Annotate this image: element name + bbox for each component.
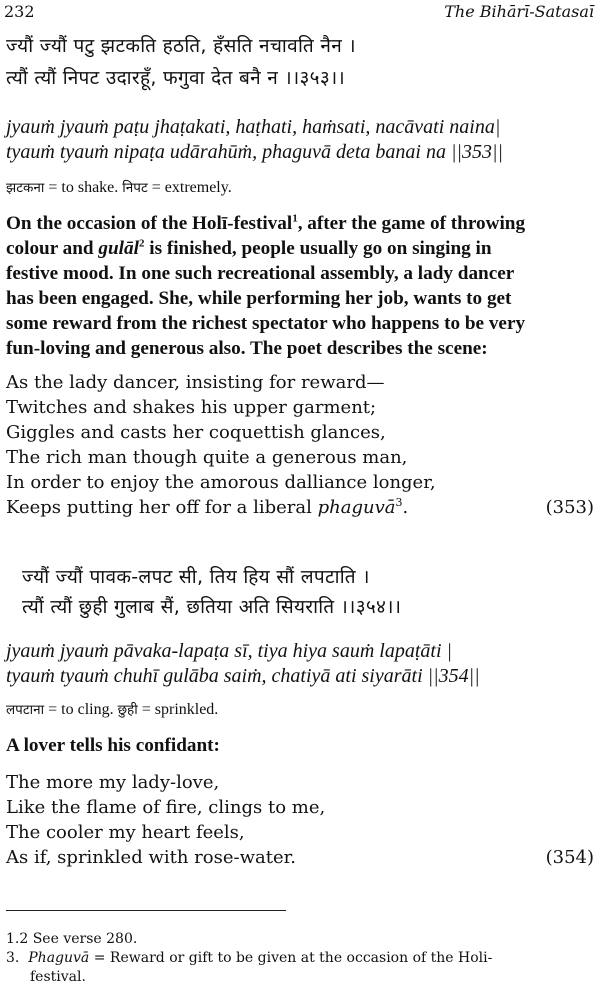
devanagari-verse-line: ज्यौं ज्यौं पावक-लपट सी, तिय हिय सौं लपटाति । (22, 566, 370, 588)
translation-text: Keeps putting her off for a liberal (6, 497, 318, 518)
footnote-term: Phaguvā (28, 950, 90, 966)
translation-line: The rich man though quite a generous man, (6, 447, 408, 468)
footnote-ref: 1 (292, 212, 298, 225)
prose-text: is finished, people usually go on singing in (144, 238, 492, 259)
page-number: 232 (4, 2, 35, 21)
context-line: A lover tells his confidant: (6, 735, 220, 756)
prose-line: fun-loving and generous also. The poet describes the scene: (6, 338, 488, 359)
transliteration-line: tyauṁ tyauṁ chuhī gulāba saiṁ, chatiyā ati siyarāti ||354|| (6, 665, 480, 687)
gloss-word: लपटाना (6, 702, 45, 718)
footnote-ref: 3 (395, 496, 403, 509)
translation-line: Twitches and shakes his upper garment; (6, 397, 377, 418)
translation-line (6, 845, 596, 870)
translation-text: As if, sprinkled with rose-water. (6, 847, 296, 868)
prose-term: gulāl (98, 238, 139, 259)
gloss-meaning: = to shake. (44, 179, 123, 196)
prose-text: On the occasion of the Holī-festival (6, 213, 293, 234)
translation-term: phaguvā (317, 497, 396, 518)
translation-text: . (402, 497, 409, 518)
footnote-divider (6, 910, 286, 911)
prose-line: some reward from the richest spectator who happens to be very (6, 313, 526, 334)
footnotes (6, 930, 596, 987)
footnote (6, 949, 596, 968)
transliteration-line: tyauṁ tyauṁ nipaṭa udārahūṁ, phaguvā deta banai na ||353|| (6, 141, 503, 163)
prose-text: , after the game of throwing (297, 213, 526, 234)
devanagari-verse-line: ज्यौं ज्यौं पटु झटकति हठति, हँसति नचावति नैन । (6, 35, 356, 57)
gloss-word: झटकना (6, 180, 45, 196)
transliteration-line: jyauṁ jyauṁ pāvaka-lapaṭa sī, tiya hiya sauṁ lapaṭāti | (6, 640, 452, 662)
context-paragraph (6, 211, 596, 361)
devanagari-verse-line: त्यौं त्यौं छुही गुलाब सैं, छतिया अति सियराति ।।३५४।। (22, 596, 402, 618)
translation-line: The cooler my heart feels, (6, 822, 245, 843)
book-title: The Bihārī-Satasaī (444, 2, 594, 21)
word-gloss (6, 178, 232, 197)
english-translation (6, 370, 596, 520)
gloss-meaning: = extremely. (147, 179, 232, 196)
gloss-meaning: = to cling. (44, 701, 118, 718)
verse-number: (354) (545, 847, 594, 868)
footnote-number: 3. (6, 950, 20, 966)
transliteration-line: jyauṁ jyauṁ paṭu jhaṭakati, haṭhati, haṁsati, nacāvati naina| (6, 116, 501, 138)
translation-line: In order to enjoy the amorous dalliance longer, (6, 472, 436, 493)
translation-line: Giggles and casts her coquettish glances, (6, 422, 386, 443)
word-gloss (6, 700, 218, 719)
devanagari-verse-line: त्यौं त्यौं निपट उदारहूँ, फगुवा देत बनै न ।।३५३।। (6, 67, 346, 89)
translation-line: The more my lady-love, (6, 772, 220, 793)
gloss-word: निपट (122, 180, 148, 196)
prose-line: has been engaged. She, while performing her job, wants to get (6, 288, 512, 309)
footnote: 1.2 See verse 280. (6, 931, 138, 947)
translation-line: As the lady dancer, insisting for reward— (6, 372, 385, 393)
context-heading (6, 733, 596, 758)
prose-line: festive mood. In one such recreational assembly, a lady dancer (6, 263, 515, 284)
footnote-continuation: festival. (30, 969, 86, 985)
english-translation (6, 770, 596, 870)
gloss-word: छुही (117, 702, 138, 718)
gloss-meaning: = sprinkled. (137, 701, 219, 718)
prose-text: colour and (6, 238, 99, 259)
translation-line (6, 495, 596, 520)
footnote-text: = Reward or gift to be given at the occasion of the Holi- (89, 950, 493, 966)
footnote-ref: 2 (138, 237, 145, 250)
verse-number: (353) (545, 497, 594, 518)
running-header (4, 2, 594, 24)
translation-line: Like the flame of fire, clings to me, (6, 797, 326, 818)
